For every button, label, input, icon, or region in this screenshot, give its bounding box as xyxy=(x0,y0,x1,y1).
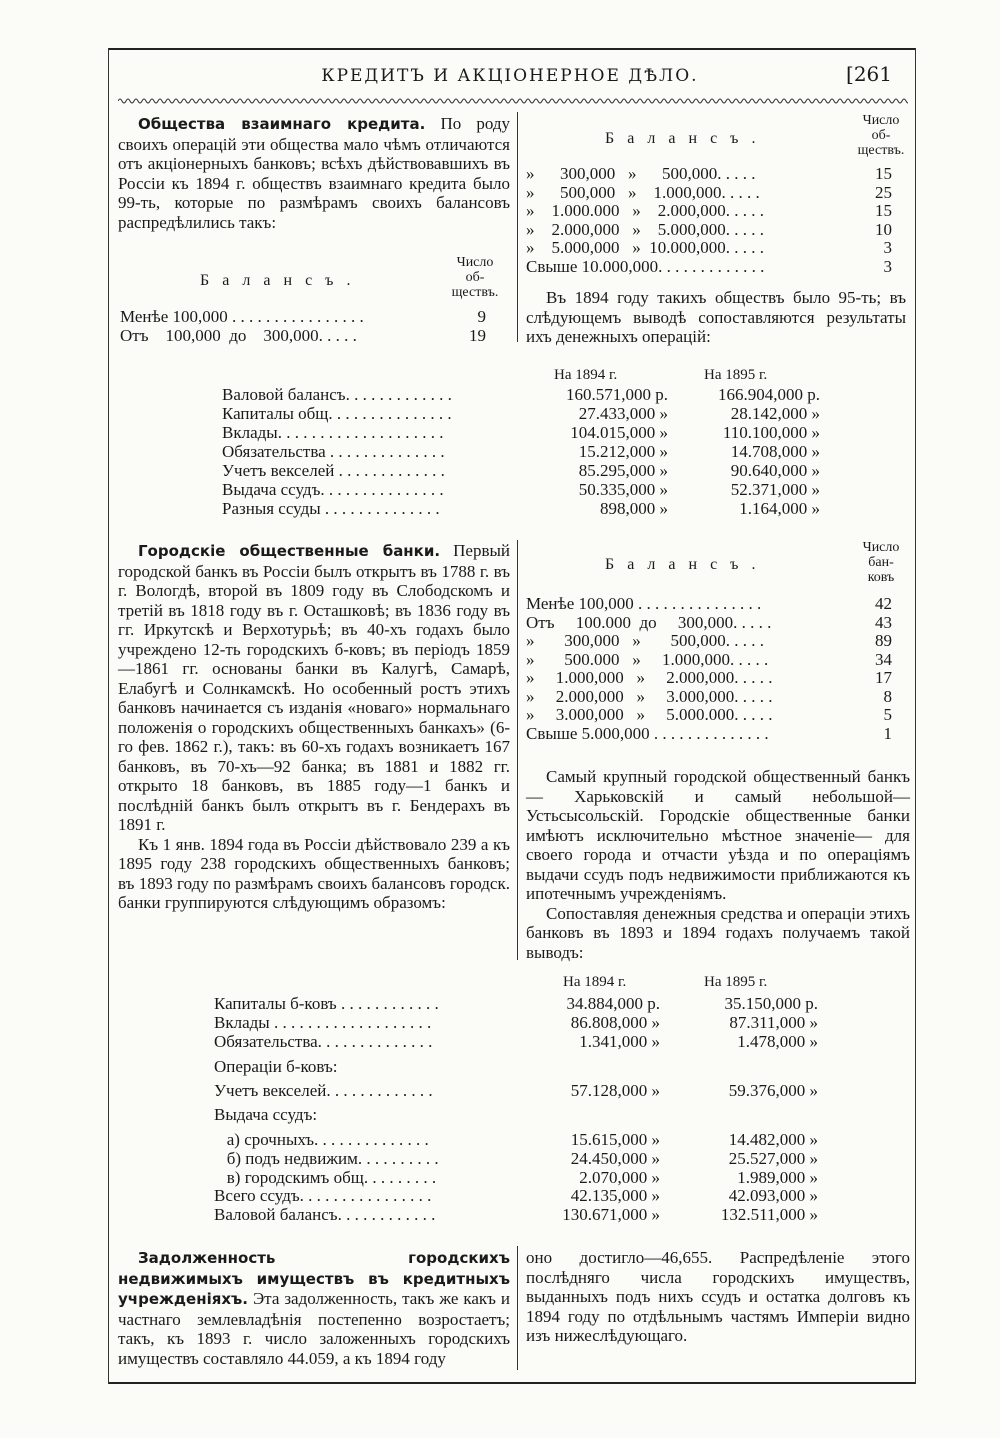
table2-row-v2: 59.376,000 » xyxy=(728,1081,818,1100)
column-rule-3 xyxy=(517,1246,518,1370)
sec1-balance-header-right: Балансъ. xyxy=(605,130,769,147)
table2-row-v1: 24.450,000 » xyxy=(570,1149,660,1168)
table2-row-v1: 34.884,000 р. xyxy=(566,994,660,1013)
table1-row-v2: 166.904,000 р. xyxy=(718,385,820,404)
sec2-count-header xyxy=(848,540,914,585)
count-head-line: ковъ xyxy=(867,570,895,585)
sec2-row-count: 8 xyxy=(883,686,892,706)
sec2-row-label: » 1.000,000 » 2.000,000. . . . . xyxy=(526,668,773,687)
table2-row-v2: 1.478,000 » xyxy=(737,1032,818,1051)
table2-row-v1: 2.070,000 » xyxy=(579,1168,660,1187)
sec2-row-count: 5 xyxy=(883,705,892,724)
table1-col2-head: На 1895 г. xyxy=(704,367,768,383)
table2-row-v2: 132.511,000 » xyxy=(720,1205,818,1224)
sec2-row-label: » 2.000,000 » 3.000,000. . . . . xyxy=(526,686,773,706)
sec1-right-row-count: 25 xyxy=(875,182,892,202)
frame-right-rule xyxy=(915,48,916,1384)
sec3-heading: Задолженность городскихъ недвижимыхъ имуществъ въ кредитныхъ учрежденіяхъ. xyxy=(118,1249,510,1308)
table1-row-v2: 28.142,000 » xyxy=(730,404,820,423)
sec1-after xyxy=(526,288,906,347)
sec2-text-1: Первый городской банкъ въ Россіи былъ открытъ въ 1788 г. въ г. Вологдѣ, второй въ 1809 году въ Слободскомъ и третій въ 1818 году въ г. Осташковѣ; въ 1836 году въ гг. Иркутскѣ и Верхотурьѣ; въ 40-хъ годахъ было учреждено 12-ть городскихъ б-ковъ; въ періодъ 1859—1861 гг. основаны банки въ Калугѣ, Самарѣ, Елабугѣ и Солнкамскѣ. Но особенный ростъ этихъ банковъ начинается съ изданія «новаго» нормальнаго положенія о городскихъ общественныхъ банкахъ» (6-го фев. 1862 г.), такъ: въ 60-хъ годахъ возникаетъ 167 банковъ, въ 70-хъ—92 банка; въ 1881 и 1882 гг. открыто 18 банковъ, въ 1885 году—1 банкъ и послѣдній банкъ былъ открытъ въ г. Бендерахъ въ 1891 г. xyxy=(118,541,511,834)
sec1-balance-header-left: Балансъ. xyxy=(200,272,364,289)
table2-col1-head: На 1894 г. xyxy=(563,974,627,990)
table2-row-v2: 1.989,000 » xyxy=(737,1168,818,1187)
sec2-right-text xyxy=(526,767,910,962)
count-head-line: об- xyxy=(871,128,891,143)
sec2-paragraph-1 xyxy=(118,541,510,835)
table1-row-v1: 50.335,000 » xyxy=(578,480,668,499)
table1-row-label: Разныя ссуды . . . . . . . . . . . . . . xyxy=(222,499,440,518)
table2-row-v1: 1.341,000 » xyxy=(579,1032,660,1051)
table1-row-v1: 898,000 » xyxy=(600,499,668,518)
table1-row-v2: 14.708,000 » xyxy=(730,442,820,461)
sec1-right-row-label: » 500,000 » 1.000,000. . . . . xyxy=(526,182,760,202)
table1-row-v2: 90.640,000 » xyxy=(730,461,820,480)
table2-col2-head: На 1895 г. xyxy=(704,974,768,990)
sec2-row-label: » 300,000 » 500,000. . . . . xyxy=(526,631,764,650)
table2-row-v1: 15.615,000 » xyxy=(570,1130,660,1149)
table2-row-label: Капиталы б-ковъ . . . . . . . . . . . . xyxy=(214,994,439,1013)
count-head-line: Число xyxy=(862,113,900,128)
table2-row-label: а) срочныхъ. . . . . . . . . . . . . . xyxy=(214,1130,429,1149)
sec1-heading: Общества взаимнаго кредита. xyxy=(138,115,426,133)
table1-row-label: Учетъ векселей . . . . . . . . . . . . . xyxy=(222,461,445,480)
table1-row-label: Капиталы общ. . . . . . . . . . . . . . . xyxy=(222,404,452,423)
sec2-row-label: » 500.000 » 1.000,000. . . . . xyxy=(526,649,769,669)
frame-bottom-rule xyxy=(108,1382,916,1384)
sec1-right-row-label: » 2.000,000 » 5.000,000. . . . . xyxy=(526,219,764,239)
table1-row-label: Валовой балансъ. . . . . . . . . . . . . xyxy=(222,385,452,404)
table1-row-v2: 52.371,000 » xyxy=(730,480,820,499)
count-head-line: об- xyxy=(465,270,485,285)
sec1-right-row-count: 10 xyxy=(875,219,892,239)
sec1-after-text: Въ 1894 году такихъ обществъ было 95-ть; въ слѣдующемъ выводѣ сопоставляются результаты ихъ денежныхъ операцій: xyxy=(526,288,906,346)
table2-row-label: Всего ссудъ. . . . . . . . . . . . . . . . xyxy=(214,1186,432,1205)
table2-row-label: Операціи б-ковъ: xyxy=(214,1057,338,1076)
table1-row-label: Вклады. . . . . . . . . . . . . . . . . . . . xyxy=(222,423,444,442)
sec1-right-row-label: Свыше 10.000,000. . . . . . . . . . . . . xyxy=(526,256,765,276)
sec3-paragraph-left xyxy=(118,1248,510,1368)
table2-row-v2: 87.311,000 » xyxy=(729,1013,818,1032)
sec1-right-row-count: 15 xyxy=(875,164,892,183)
table1-row-v1: 85.295,000 » xyxy=(578,461,668,480)
sec1-right-row-count: 15 xyxy=(875,201,892,220)
table1-row-v2: 110.100,000 » xyxy=(722,423,820,442)
table2-row-v1: 42.135,000 » xyxy=(570,1186,660,1205)
table1-row-v1: 15.212,000 » xyxy=(578,442,668,461)
page-header xyxy=(110,62,910,94)
table2-row-v2: 14.482,000 » xyxy=(728,1130,818,1149)
sec1-left-column xyxy=(118,114,510,232)
table1-col1-head: На 1894 г. xyxy=(554,367,618,383)
table2-row-v2: 35.150,000 р. xyxy=(724,994,818,1013)
sec1-right-row-label: » 1.000.000 » 2.000,000. . . . . xyxy=(526,201,764,220)
sec3-left-column xyxy=(118,1248,510,1368)
sec1-left-row-label: Менѣе 100,000 . . . . . . . . . . . . . . . . xyxy=(120,307,364,326)
table2-row-label: в) городскимъ общ. . . . . . . . . xyxy=(214,1168,437,1187)
sec2-row-label: » 3.000,000 » 5.000.000. . . . . xyxy=(526,705,773,724)
sec2-left-column xyxy=(118,541,510,913)
sec2-balance-header: Балансъ. xyxy=(605,556,769,573)
table1-row-v1: 104.015,000 » xyxy=(570,423,668,442)
count-head-line: ществъ. xyxy=(857,143,905,158)
sec1-count-header-right xyxy=(848,113,914,158)
column-rule-2 xyxy=(517,540,518,960)
sec2-paragraph-4: Сопоставляя денежныя средства и операціи этихъ банковъ въ 1893 и 1894 годахъ получаемъ такой выводъ: xyxy=(526,903,910,962)
sec3-right-column xyxy=(526,1248,910,1346)
table2-row-label: Выдача ссудъ: xyxy=(214,1105,318,1124)
sec1-left-row-count: 9 xyxy=(477,307,486,326)
table1-row-v1: 160.571,000 р. xyxy=(566,385,668,404)
count-head-line: Число xyxy=(456,255,494,270)
table2-row-label: Вклады . . . . . . . . . . . . . . . . . . . xyxy=(214,1013,432,1032)
sec2-paragraph-3: Самый крупный городской общественный банкъ — Харьковскій и самый небольшой— Устьсысольскій. Городскіе общественные банки имѣютъ исключительно мѣстное значеніе— для своего города и отчасти уѣзда и по операціямъ выдачи ссудъ подъ недвижимости приближаются къ ипотечнымъ учрежденіямъ. xyxy=(526,767,910,903)
sec1-left-row-count: 19 xyxy=(469,326,486,345)
table1-row-label: Выдача ссудъ. . . . . . . . . . . . . . . xyxy=(222,480,444,499)
running-title: КРЕДИТЪ И АКЦІОНЕРНОЕ ДѢЛО. xyxy=(321,66,699,86)
sec1-right-row-count: 3 xyxy=(883,238,892,257)
page-number: [261 xyxy=(846,62,892,86)
frame-left-rule xyxy=(108,48,109,1384)
sec1-count-header-left xyxy=(442,255,508,300)
sec2-row-count: 17 xyxy=(875,668,892,687)
table2-row-label: б) подъ недвижим. . . . . . . . . . xyxy=(214,1149,439,1168)
sec2-row-label: Свыше 5.000,000 . . . . . . . . . . . . . . xyxy=(526,723,769,743)
table2-row-label: Обязательства. . . . . . . . . . . . . . xyxy=(214,1032,433,1051)
sec3-text-left: Эта задолженность, такъ же какъ и частнаго землевладѣнія постепенно возростаетъ; такъ, къ 1893 г. число заложенныхъ городскихъ имуществъ составляло 44.059, а къ 1894 году xyxy=(118,1289,511,1368)
table2-row-label: Учетъ векселей. . . . . . . . . . . . . xyxy=(214,1081,433,1100)
sec2-row-count: 42 xyxy=(875,594,892,613)
column-rule-1 xyxy=(517,112,518,342)
count-head-line: ществъ. xyxy=(451,285,499,300)
wavy-divider xyxy=(118,96,908,106)
sec1-paragraph xyxy=(118,114,510,232)
sec3-text-right: оно достигло—46,655. Распредѣленіе этого послѣдняго числа городскихъ имуществъ, выданныхъ подъ нихъ ссудъ и остатка долговъ къ 1894 году по отдѣльнымъ частямъ Имперіи видно изъ нижеслѣдующаго. xyxy=(526,1248,910,1345)
sec2-heading: Городскіе общественные банки. xyxy=(138,542,441,560)
table2-row-v2: 42.093,000 » xyxy=(728,1186,818,1205)
table2-row-v1: 130.671,000 » xyxy=(562,1205,660,1224)
sec1-right-row-label: » 5.000,000 » 10.000,000. . . . . xyxy=(526,238,764,257)
sec2-row-label: Отъ 100.000 до 300,000. . . . . xyxy=(526,612,772,632)
frame-top-rule xyxy=(108,48,916,50)
sec2-row-label: Менѣе 100,000 . . . . . . . . . . . . . . . xyxy=(526,594,762,613)
table2-row-label: Валовой балансъ. . . . . . . . . . . . xyxy=(214,1205,436,1224)
count-head-line: бан- xyxy=(868,555,894,570)
sec2-row-count: 43 xyxy=(875,612,892,632)
sec1-right-row-count: 3 xyxy=(883,256,892,276)
count-head-line: Число xyxy=(862,540,900,555)
table1-row-label: Обязательства . . . . . . . . . . . . . . xyxy=(222,442,445,461)
sec1-left-row-label: Отъ 100,000 до 300,000. . . . . xyxy=(120,326,357,345)
table2-row-v2: 25.527,000 » xyxy=(728,1149,818,1168)
table2-row-v1: 86.808,000 » xyxy=(570,1013,660,1032)
sec2-row-count: 89 xyxy=(875,631,892,650)
table1-row-v1: 27.433,000 » xyxy=(578,404,668,423)
sec1-right-row-label: » 300,000 » 500,000. . . . . xyxy=(526,164,756,183)
sec2-row-count: 1 xyxy=(883,723,892,743)
table2-row-v1: 57.128,000 » xyxy=(570,1081,660,1100)
table1-row-v2: 1.164,000 » xyxy=(739,499,820,518)
sec2-paragraph-2: Къ 1 янв. 1894 года въ Россіи дѣйствовало 239 а къ 1895 году 238 городскихъ общественныхъ банковъ; въ 1893 году по размѣрамъ своихъ балансовъ городск. банки группируются слѣдующимъ образомъ: xyxy=(118,834,510,912)
sec2-row-count: 34 xyxy=(875,649,892,669)
sec1-text: По роду своихъ операцій эти общества мало чѣмъ отличаются отъ акціонерныхъ банковъ; всѣхъ дѣйствовавшихъ въ Россіи къ 1894 г. обществъ взаимнаго кредита было 99-ть, которые по размѣрамъ своихъ балансовъ распредѣлились такъ: xyxy=(118,114,511,232)
